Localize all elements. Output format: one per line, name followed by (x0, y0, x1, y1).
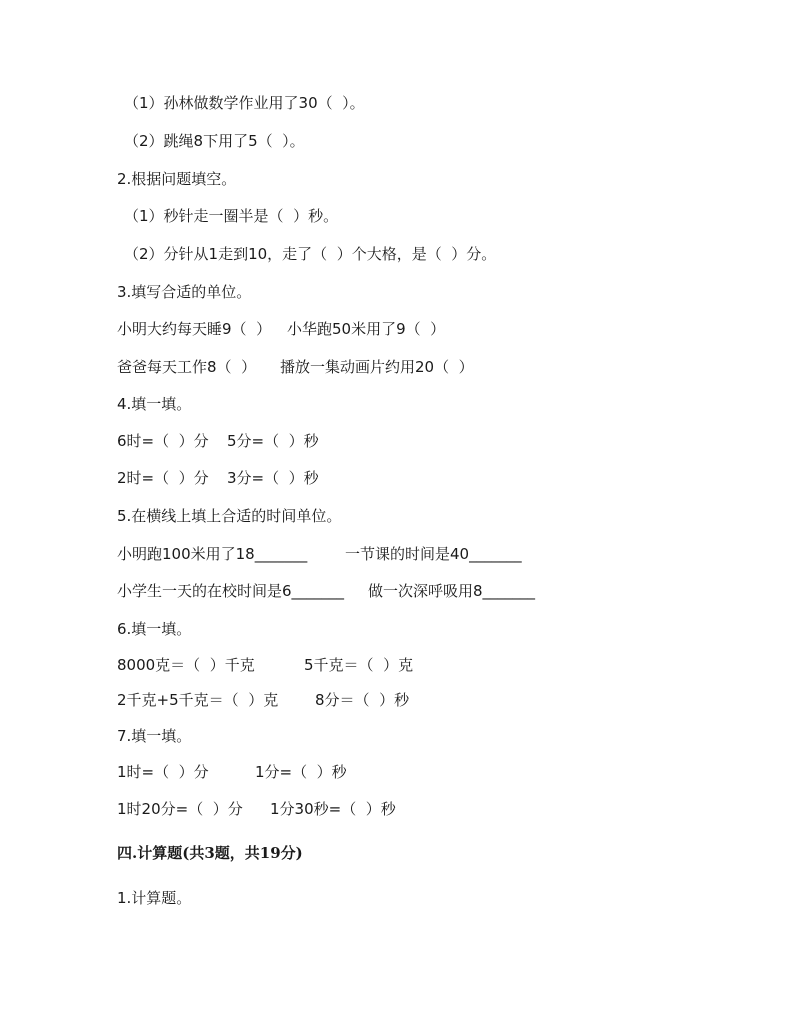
section-heading: 7.填一填。 (117, 727, 192, 745)
question-line: （1）秒针走一圈半是（ ）秒。 (124, 207, 339, 225)
question-line: 小华跑50米用了9（ ） (287, 320, 446, 338)
question-line: 2千克+5千克＝（ ）克 (117, 691, 279, 709)
section-heading: 1.计算题。 (117, 889, 192, 907)
question-line: 2时=（ ）分 (117, 469, 209, 487)
question-line: 3分=（ ）秒 (227, 469, 319, 487)
question-line: 8分＝（ ）秒 (315, 691, 410, 709)
section-heading: 3.填写合适的单位。 (117, 283, 252, 301)
question-line: 8000克＝（ ）千克 (117, 656, 255, 674)
section-heading: 4.填一填。 (117, 395, 192, 413)
question-line: 1时20分=（ ）分 (117, 800, 243, 818)
question-line: 6时=（ ）分 (117, 432, 209, 450)
question-line: （2）跳绳8下用了5（ ）。 (124, 132, 305, 150)
question-line: 5分=（ ）秒 (227, 432, 319, 450)
question-line: 5千克＝（ ）克 (304, 656, 414, 674)
question-line: 一节课的时间是40_______ (345, 545, 522, 563)
question-line: 小明大约每天睡9（ ） (117, 320, 272, 338)
question-line: 小学生一天的在校时间是6_______ (117, 582, 345, 600)
question-line: （1）孙林做数学作业用了30（ ）。 (124, 94, 365, 112)
section-heading: 2.根据问题填空。 (117, 170, 237, 188)
question-line: 爸爸每天工作8（ ） (117, 358, 257, 376)
question-line: 播放一集动画片约用20（ ） (280, 358, 474, 376)
question-line: 1时=（ ）分 (117, 763, 209, 781)
section-heading: 5.在横线上填上合适的时间单位。 (117, 507, 342, 525)
section-title: 四.计算题(共3题，共19分) (117, 844, 303, 862)
question-line: 做一次深呼吸用8_______ (368, 582, 536, 600)
question-line: （2）分针从1走到10，走了（ ）个大格，是（ ）分。 (124, 245, 497, 263)
section-heading: 6.填一填。 (117, 620, 192, 638)
question-line: 小明跑100米用了18_______ (117, 545, 308, 563)
question-line: 1分30秒=（ ）秒 (270, 800, 396, 818)
question-line: 1分=（ ）秒 (255, 763, 347, 781)
